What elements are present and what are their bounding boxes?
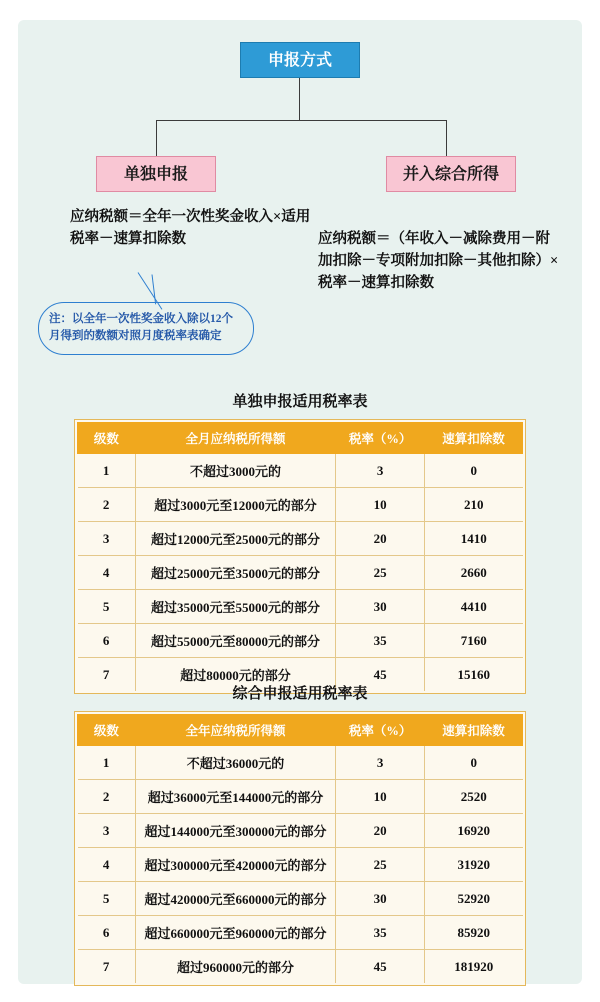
cell-range: 超过12000元至25000元的部分 bbox=[135, 522, 335, 556]
tax-table-separate-wrapper bbox=[74, 419, 526, 694]
note-bubble: 注：以全年一次性奖金收入除以12个月得到的数额对照月度税率表确定 bbox=[38, 302, 254, 355]
cell-rate: 30 bbox=[336, 882, 425, 916]
cell-deduction: 16920 bbox=[425, 814, 523, 848]
table-header-rate: 税率（%） bbox=[336, 715, 425, 746]
table-row bbox=[78, 814, 523, 848]
table-row bbox=[78, 848, 523, 882]
cell-range: 超过960000元的部分 bbox=[135, 950, 335, 984]
cell-level: 2 bbox=[78, 488, 136, 522]
cell-deduction: 7160 bbox=[425, 624, 523, 658]
tax-table-section-combined bbox=[18, 682, 582, 986]
cell-range: 超过420000元至660000元的部分 bbox=[135, 882, 335, 916]
cell-level: 4 bbox=[78, 848, 136, 882]
table-title-combined: 综合申报适用税率表 bbox=[232, 686, 368, 702]
tax-table-combined bbox=[77, 714, 523, 983]
cell-range: 超过35000元至55000元的部分 bbox=[135, 590, 335, 624]
cell-level: 2 bbox=[78, 780, 136, 814]
cell-rate: 3 bbox=[336, 746, 425, 780]
table-row bbox=[78, 590, 523, 624]
cell-range: 超过55000元至80000元的部分 bbox=[135, 624, 335, 658]
cell-range: 不超过3000元的 bbox=[135, 454, 335, 488]
cell-rate: 45 bbox=[336, 658, 425, 692]
cell-level: 5 bbox=[78, 882, 136, 916]
cell-level: 1 bbox=[78, 454, 136, 488]
cell-rate: 20 bbox=[336, 814, 425, 848]
cell-rate: 3 bbox=[336, 454, 425, 488]
cell-level: 6 bbox=[78, 916, 136, 950]
cell-range: 超过36000元至144000元的部分 bbox=[135, 780, 335, 814]
cell-deduction: 210 bbox=[425, 488, 523, 522]
formula-combined-income: 应纳税额＝（年收入－减除费用－附加扣除－专项附加扣除－其他扣除）×税率－速算扣除数 bbox=[318, 231, 559, 291]
cell-level: 7 bbox=[78, 950, 136, 984]
cell-level: 1 bbox=[78, 746, 136, 780]
cell-rate: 25 bbox=[336, 556, 425, 590]
table-row bbox=[78, 746, 523, 780]
cell-deduction: 15160 bbox=[425, 658, 523, 692]
table-row bbox=[78, 780, 523, 814]
cell-deduction: 52920 bbox=[425, 882, 523, 916]
table-header-row bbox=[78, 423, 523, 454]
cell-range: 超过3000元至12000元的部分 bbox=[135, 488, 335, 522]
table-header-range: 全年应纳税所得额 bbox=[135, 715, 335, 746]
table-row bbox=[78, 916, 523, 950]
cell-deduction: 181920 bbox=[425, 950, 523, 984]
table-header-range: 全月应纳税所得额 bbox=[135, 423, 335, 454]
table-header-level: 级数 bbox=[78, 715, 136, 746]
connector-vertical-right bbox=[446, 120, 447, 156]
cell-range: 不超过36000元的 bbox=[135, 746, 335, 780]
table-row bbox=[78, 950, 523, 984]
tax-table-combined-wrapper bbox=[74, 711, 526, 986]
formula-separate-filing: 应纳税额＝全年一次性奖金收入×适用税率－速算扣除数 bbox=[70, 209, 311, 247]
table-header-deduction: 速算扣除数 bbox=[425, 715, 523, 746]
flow-node-separate-filing: 单独申报 bbox=[96, 156, 216, 192]
cell-deduction: 4410 bbox=[425, 590, 523, 624]
cell-deduction: 0 bbox=[425, 746, 523, 780]
cell-deduction: 0 bbox=[425, 454, 523, 488]
cell-rate: 35 bbox=[336, 624, 425, 658]
cell-rate: 20 bbox=[336, 522, 425, 556]
table-row bbox=[78, 624, 523, 658]
tax-table-section-separate bbox=[18, 390, 582, 694]
cell-rate: 25 bbox=[336, 848, 425, 882]
flow-node-combined-income: 并入综合所得 bbox=[386, 156, 516, 192]
table-row bbox=[78, 882, 523, 916]
flow-node-root: 申报方式 bbox=[240, 42, 360, 78]
cell-range: 超过80000元的部分 bbox=[135, 658, 335, 692]
cell-rate: 30 bbox=[336, 590, 425, 624]
table-row bbox=[78, 488, 523, 522]
connector-vertical-root bbox=[299, 78, 300, 120]
table-row bbox=[78, 454, 523, 488]
cell-deduction: 2520 bbox=[425, 780, 523, 814]
infographic-panel bbox=[18, 20, 582, 984]
cell-range: 超过25000元至35000元的部分 bbox=[135, 556, 335, 590]
cell-rate: 45 bbox=[336, 950, 425, 984]
cell-deduction: 2660 bbox=[425, 556, 523, 590]
table-row bbox=[78, 556, 523, 590]
table-header-rate: 税率（%） bbox=[336, 423, 425, 454]
cell-level: 5 bbox=[78, 590, 136, 624]
cell-rate: 10 bbox=[336, 488, 425, 522]
table-row bbox=[78, 522, 523, 556]
flow-chart bbox=[18, 20, 582, 342]
cell-range: 超过300000元至420000元的部分 bbox=[135, 848, 335, 882]
cell-level: 4 bbox=[78, 556, 136, 590]
connector-vertical-left bbox=[156, 120, 157, 156]
cell-level: 3 bbox=[78, 814, 136, 848]
cell-level: 7 bbox=[78, 658, 136, 692]
cell-level: 6 bbox=[78, 624, 136, 658]
table-header-deduction: 速算扣除数 bbox=[425, 423, 523, 454]
cell-deduction: 31920 bbox=[425, 848, 523, 882]
table-header-level: 级数 bbox=[78, 423, 136, 454]
cell-rate: 10 bbox=[336, 780, 425, 814]
cell-range: 超过660000元至960000元的部分 bbox=[135, 916, 335, 950]
cell-rate: 35 bbox=[336, 916, 425, 950]
table-header-row bbox=[78, 715, 523, 746]
tax-table-separate bbox=[77, 422, 523, 691]
cell-level: 3 bbox=[78, 522, 136, 556]
cell-deduction: 1410 bbox=[425, 522, 523, 556]
connector-horizontal bbox=[156, 120, 446, 121]
cell-deduction: 85920 bbox=[425, 916, 523, 950]
cell-range: 超过144000元至300000元的部分 bbox=[135, 814, 335, 848]
table-title-separate: 单独申报适用税率表 bbox=[232, 394, 368, 410]
